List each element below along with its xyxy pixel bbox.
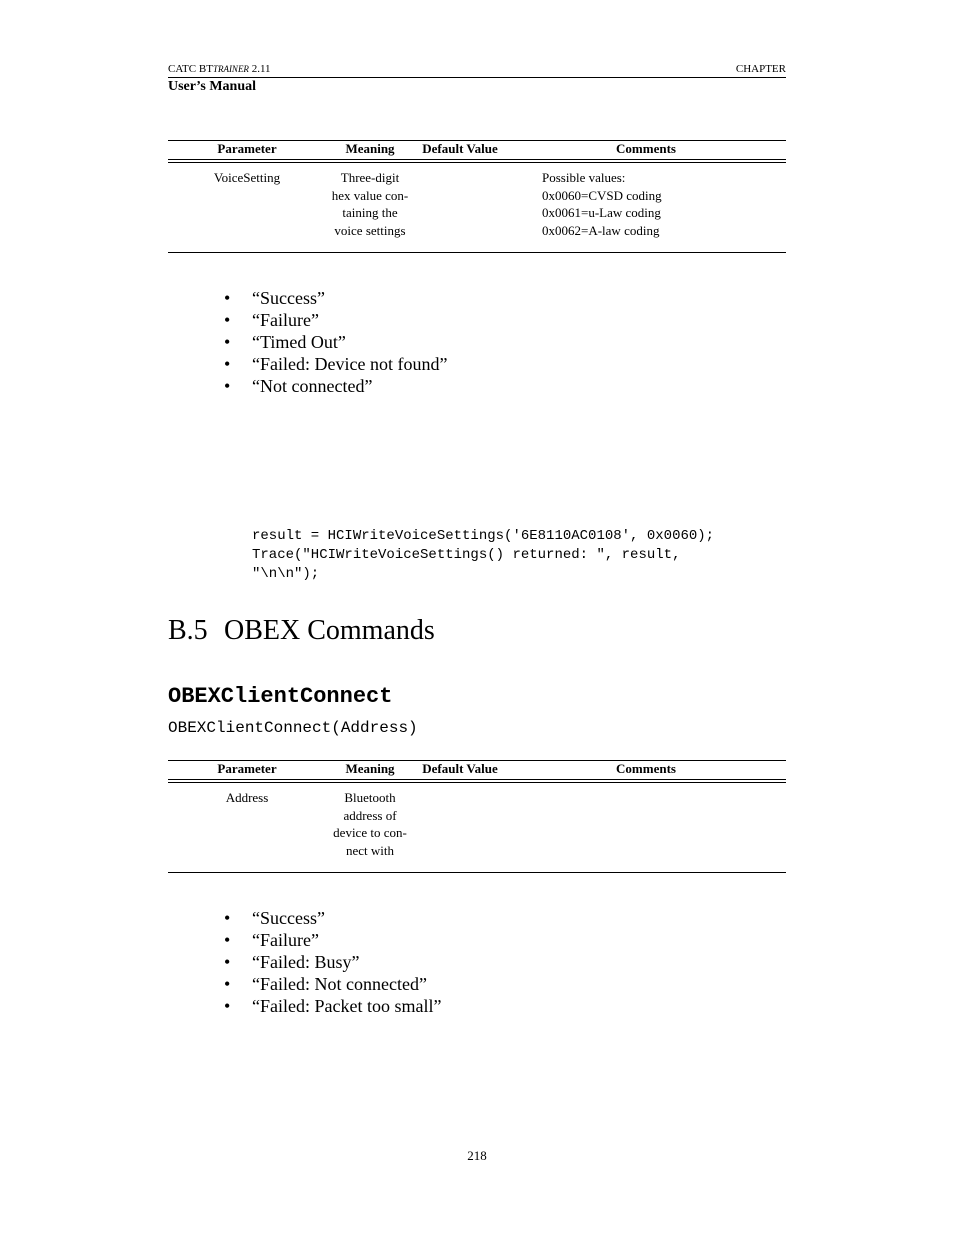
table-row [168,783,786,867]
function-signature: OBEXClientConnect(Address) [168,719,418,737]
meaning-line: address of [343,807,397,823]
code-example [252,527,714,584]
table1-header-meaning: Meaning [345,141,395,156]
list-item-text: “Timed Out” [252,332,346,352]
product-version: 2.11 [248,63,271,75]
table1-comments [506,163,786,247]
table-row [168,163,786,247]
list-item: • “Failed: Busy” [224,952,360,972]
table2-header-meaning: Meaning [345,761,395,776]
table2-header-parameter: Parameter [217,761,277,776]
list-item-text: “Success” [252,908,325,928]
header-rule [168,77,786,78]
section-heading [168,615,435,647]
parameter-table-1 [168,140,786,253]
table2-meaning [326,783,414,867]
running-header-subtitle: User’s Manual [168,79,257,94]
product-name-smallcaps: TRAINER [212,64,249,74]
list-item: • “Success” [224,288,325,308]
running-header-title [168,63,271,75]
list-item-text: “Failure” [252,930,319,950]
meaning-line: device to con- [333,825,407,840]
list-item: • “Failure” [224,310,319,330]
product-prefix: CATC BT [168,63,213,75]
list-item: • “Failed: Not connected” [224,974,427,994]
list-item-text: “Failed: Not connected” [252,974,427,994]
table2-default [414,783,506,867]
meaning-line: voice settings [334,222,406,238]
table2-parameter: Address [225,790,269,805]
table1-parameter: VoiceSetting [213,170,281,185]
meaning-line: taining the [342,205,398,220]
comment-line: 0x0060=CVSD coding [542,187,662,203]
meaning-line: Bluetooth [344,790,396,805]
list-item-text: “Not connected” [252,376,373,396]
list-item-text: “Failed: Device not found” [252,354,448,374]
table1-header-default: Default Value [422,141,498,156]
list-item-text: “Failed: Packet too small” [252,996,442,1016]
table1-header-comments: Comments [616,141,676,156]
comment-line: Possible values: [542,170,626,185]
list-item: • “Timed Out” [224,332,346,352]
table1-default [414,163,506,247]
meaning-line: Three-digit [340,170,400,185]
table2-header-comments: Comments [616,761,676,776]
parameter-table-2 [168,760,786,873]
table1-meaning [326,163,414,247]
running-header-chapter: CHAPTER [735,63,786,75]
function-heading: OBEXClientConnect [168,684,393,709]
list-item-text: “Failed: Busy” [252,952,360,972]
meaning-line: hex value con- [331,187,409,203]
list-item: • “Not connected” [224,376,373,396]
code-line: "\n\n"); [252,566,320,582]
code-line: result = HCIWriteVoiceSettings('6E8110AC0108', 0x0060); [252,528,715,544]
table2-comments [506,783,786,867]
results-list-1 [224,287,447,397]
list-item: • “Failed: Packet too small” [224,996,442,1016]
page-number: 218 [467,1148,487,1163]
comment-line: 0x0062=A-law coding [542,222,660,238]
comment-line: 0x0061=u-Law coding [542,205,661,220]
list-item: • “Failed: Device not found” [224,354,448,374]
list-item: • “Failure” [224,930,319,950]
table1-header-parameter: Parameter [217,141,277,156]
meaning-line: nect with [345,842,394,858]
results-list-2 [224,907,441,1017]
section-title: OBEX Commands [224,615,435,646]
table2-header-default: Default Value [422,761,498,776]
list-item-text: “Failure” [252,310,319,330]
list-item-text: “Success” [252,288,325,308]
list-item: • “Success” [224,908,325,928]
code-line: Trace("HCIWriteVoiceSettings() returned: ", result, [252,547,681,563]
section-number: B.5 [168,615,208,646]
